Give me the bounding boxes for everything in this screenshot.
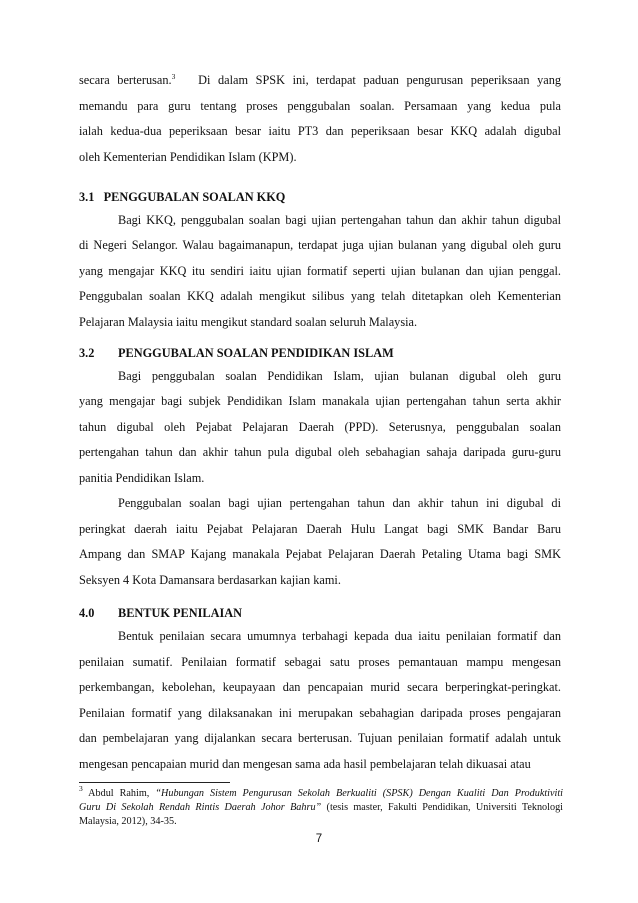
- section-3-2-line: peringkat daerah iaitu Pejabat Pelajaran Daerah Hulu Langat bagi SMK Bandar Baru: [79, 522, 561, 536]
- section-3-1-line: Bagi KKQ, penggubalan soalan bagi ujian pertengahan tahun dan akhir tahun digubal: [118, 213, 561, 227]
- section-3-2-line: yang mengajar bagi subjek Pendidikan Islam manakala ujian pertengahan tahun serta akhir: [79, 394, 561, 408]
- footnote-line-2: Guru Di Sekolah Rendah Rintis Daerah Johor Bahru” (tesis master, Fakulti Pendidikan, Universiti Teknologi: [79, 802, 563, 813]
- section-4-0-line: mengesan pencapaian murid dan mengesan sama ada hasil pembelajaran telah dikuasai atau: [79, 757, 531, 771]
- section-3-2-line: Bagi penggubalan soalan Pendidikan Islam, ujian bulanan digubal oleh guru: [118, 369, 561, 383]
- section-heading-4-0: 4.0 BENTUK PENILAIAN: [79, 606, 243, 620]
- section-3-1-line: yang mengajar KKQ itu sendiri iaitu ujian formatif seperti ujian bulanan dan ujian penggal.: [79, 264, 561, 278]
- section-4-0-line: penilaian sumatif. Penilaian formatif sebagai satu proses pemantauan mampu mengesan: [79, 655, 561, 669]
- footnote-line-3: Malaysia, 2012), 34-35.: [79, 816, 177, 827]
- section-4-0-line: perkembangan, kebolehan, keupayaan dan pencapaian murid secara berperingkat-peringkat.: [79, 680, 561, 694]
- page-number: 7: [315, 833, 323, 845]
- footnote-ref-3: 3: [171, 72, 176, 81]
- intro-line-2: memandu para guru tentang proses penggubalan soalan. Persamaan yang kedua pula: [79, 99, 561, 113]
- intro-line-1: secara berterusan.$^3$ Di dalam SPSK ini, terdapat paduan pengurusan peperiksaan yang: [79, 72, 562, 87]
- section-3-1-line: Pelajaran Malaysia iaitu mengikut standard soalan seluruh Malaysia.: [79, 315, 418, 329]
- section-3-2-line: panitia Pendidikan Islam.: [79, 471, 205, 485]
- footnote-separator: [79, 782, 230, 783]
- section-4-0-line: Bentuk penilaian secara umumnya terbahagi kepada dua iaitu penilaian formatif dan: [118, 629, 561, 643]
- section-4-0-line: dan pembelajaran yang dijalankan secara berterusan. Tujuan penilaian formatif adalah untuk: [79, 731, 561, 745]
- section-3-2-line: Penggubalan soalan bagi ujian pertengahan tahun dan akhir tahun ini digubal di: [118, 496, 561, 510]
- section-3-2-line: tahun digubal oleh Pejabat Pelajaran Daerah (PPD). Seterusnya, penggubalan soalan: [79, 420, 561, 434]
- section-3-2-line: pertengahan tahun dan akhir tahun pula digubal oleh sebahagian sahaja daripada guru-guru: [79, 445, 561, 459]
- section-3-2-line: Ampang dan SMAP Kajang manakala Pejabat Pelajaran Daerah Petaling Utama bagi SMK: [79, 547, 561, 561]
- intro-line-4: oleh Kementerian Pendidikan Islam (KPM).: [79, 150, 297, 164]
- section-3-2-line: Seksyen 4 Kota Damansara berdasarkan kajian kami.: [79, 573, 341, 587]
- section-3-1-line: di Negeri Selangor. Walau bagaimanapun, terdapat juga ujian bulanan yang digubal oleh guru: [79, 238, 561, 252]
- section-heading-3-1: 3.1 PENGGUBALAN SOALAN KKQ: [79, 190, 286, 204]
- intro-line-3: ialah kedua-dua peperiksaan besar iaitu PT3 dan peperiksaan besar KKQ adalah digubal: [79, 124, 561, 138]
- section-heading-3-2: 3.2 PENGGUBALAN SOALAN PENDIDIKAN ISLAM: [79, 346, 394, 360]
- section-4-0-line: Penilaian formatif yang dilaksanakan ini merupakan sebahagian daripada proses pengajaran: [79, 706, 561, 720]
- section-3-1-line: Penggubalan soalan KKQ adalah mengikut silibus yang telah ditetapkan oleh Kementerian: [79, 289, 561, 303]
- footnote-line-1: $^3$ Abdul Rahim, “Hubungan Sistem Pengurusan Sekolah Berkualiti (SPSK) Dengan Kualiti Dan Produktiviti: [79, 784, 564, 799]
